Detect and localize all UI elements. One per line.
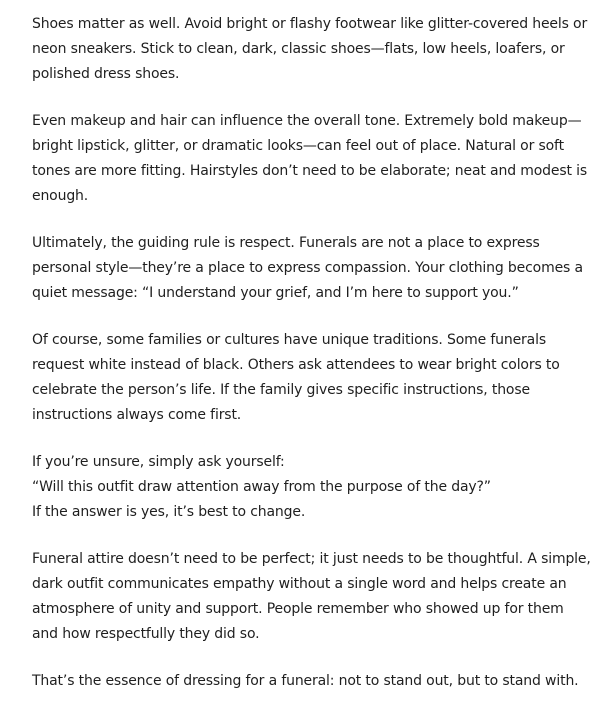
paragraph-traditions [32,328,577,428]
text-line: Funeral attire doesn’t need to be perfect; it just needs to be thoughtful. A simple, [32,551,591,567]
text-line: “Will this outfit draw attention away from the purpose of the day?” [32,479,491,495]
text-line: Shoes matter as well. Avoid bright or flashy footwear like glitter-covered heels or [32,16,588,32]
text-line: Ultimately, the guiding rule is respect. Funerals are not a place to express [32,235,540,251]
text-line: request white instead of black. Others ask attendees to wear bright colors to [32,357,560,373]
text-line: bright lipstick, glitter, or dramatic looks—can feel out of place. Natural or soft [32,138,564,154]
text-line: personal style—they’re a place to express compassion. Your clothing becomes a [32,260,583,276]
text-line: enough. [32,188,89,204]
text-line: tones are more fitting. Hairstyles don’t need to be elaborate; neat and modest is [32,163,588,179]
paragraph-essence [32,669,577,694]
paragraph-unsure [32,450,577,525]
text-line: atmosphere of unity and support. People remember who showed up for them [32,601,564,617]
paragraph-thoughtful [32,547,591,647]
paragraph-shoes [32,12,588,87]
text-line: If you’re unsure, simply ask yourself: [32,454,285,470]
text-line: polished dress shoes. [32,66,180,82]
text-line: and how respectfully they did so. [32,626,260,642]
paragraph-respect [32,231,583,306]
text-line: dark outfit communicates empathy without a single word and helps create an [32,576,567,592]
paragraph-makeup-hair [32,109,588,209]
text-line: neon sneakers. Stick to clean, dark, classic shoes—flats, low heels, loafers, or [32,41,565,57]
text-line: instructions always come first. [32,407,242,423]
text-line: Even makeup and hair can influence the overall tone. Extremely bold makeup— [32,113,582,129]
text-line: quiet message: “I understand your grief, and I’m here to support you.” [32,285,519,301]
text-line: If the answer is yes, it’s best to change. [32,504,306,520]
text-line: That’s the essence of dressing for a funeral: not to stand out, but to stand with. [32,673,579,689]
text-line: celebrate the person’s life. If the family gives specific instructions, those [32,382,530,398]
text-line: Of course, some families or cultures have unique traditions. Some funerals [32,332,546,348]
